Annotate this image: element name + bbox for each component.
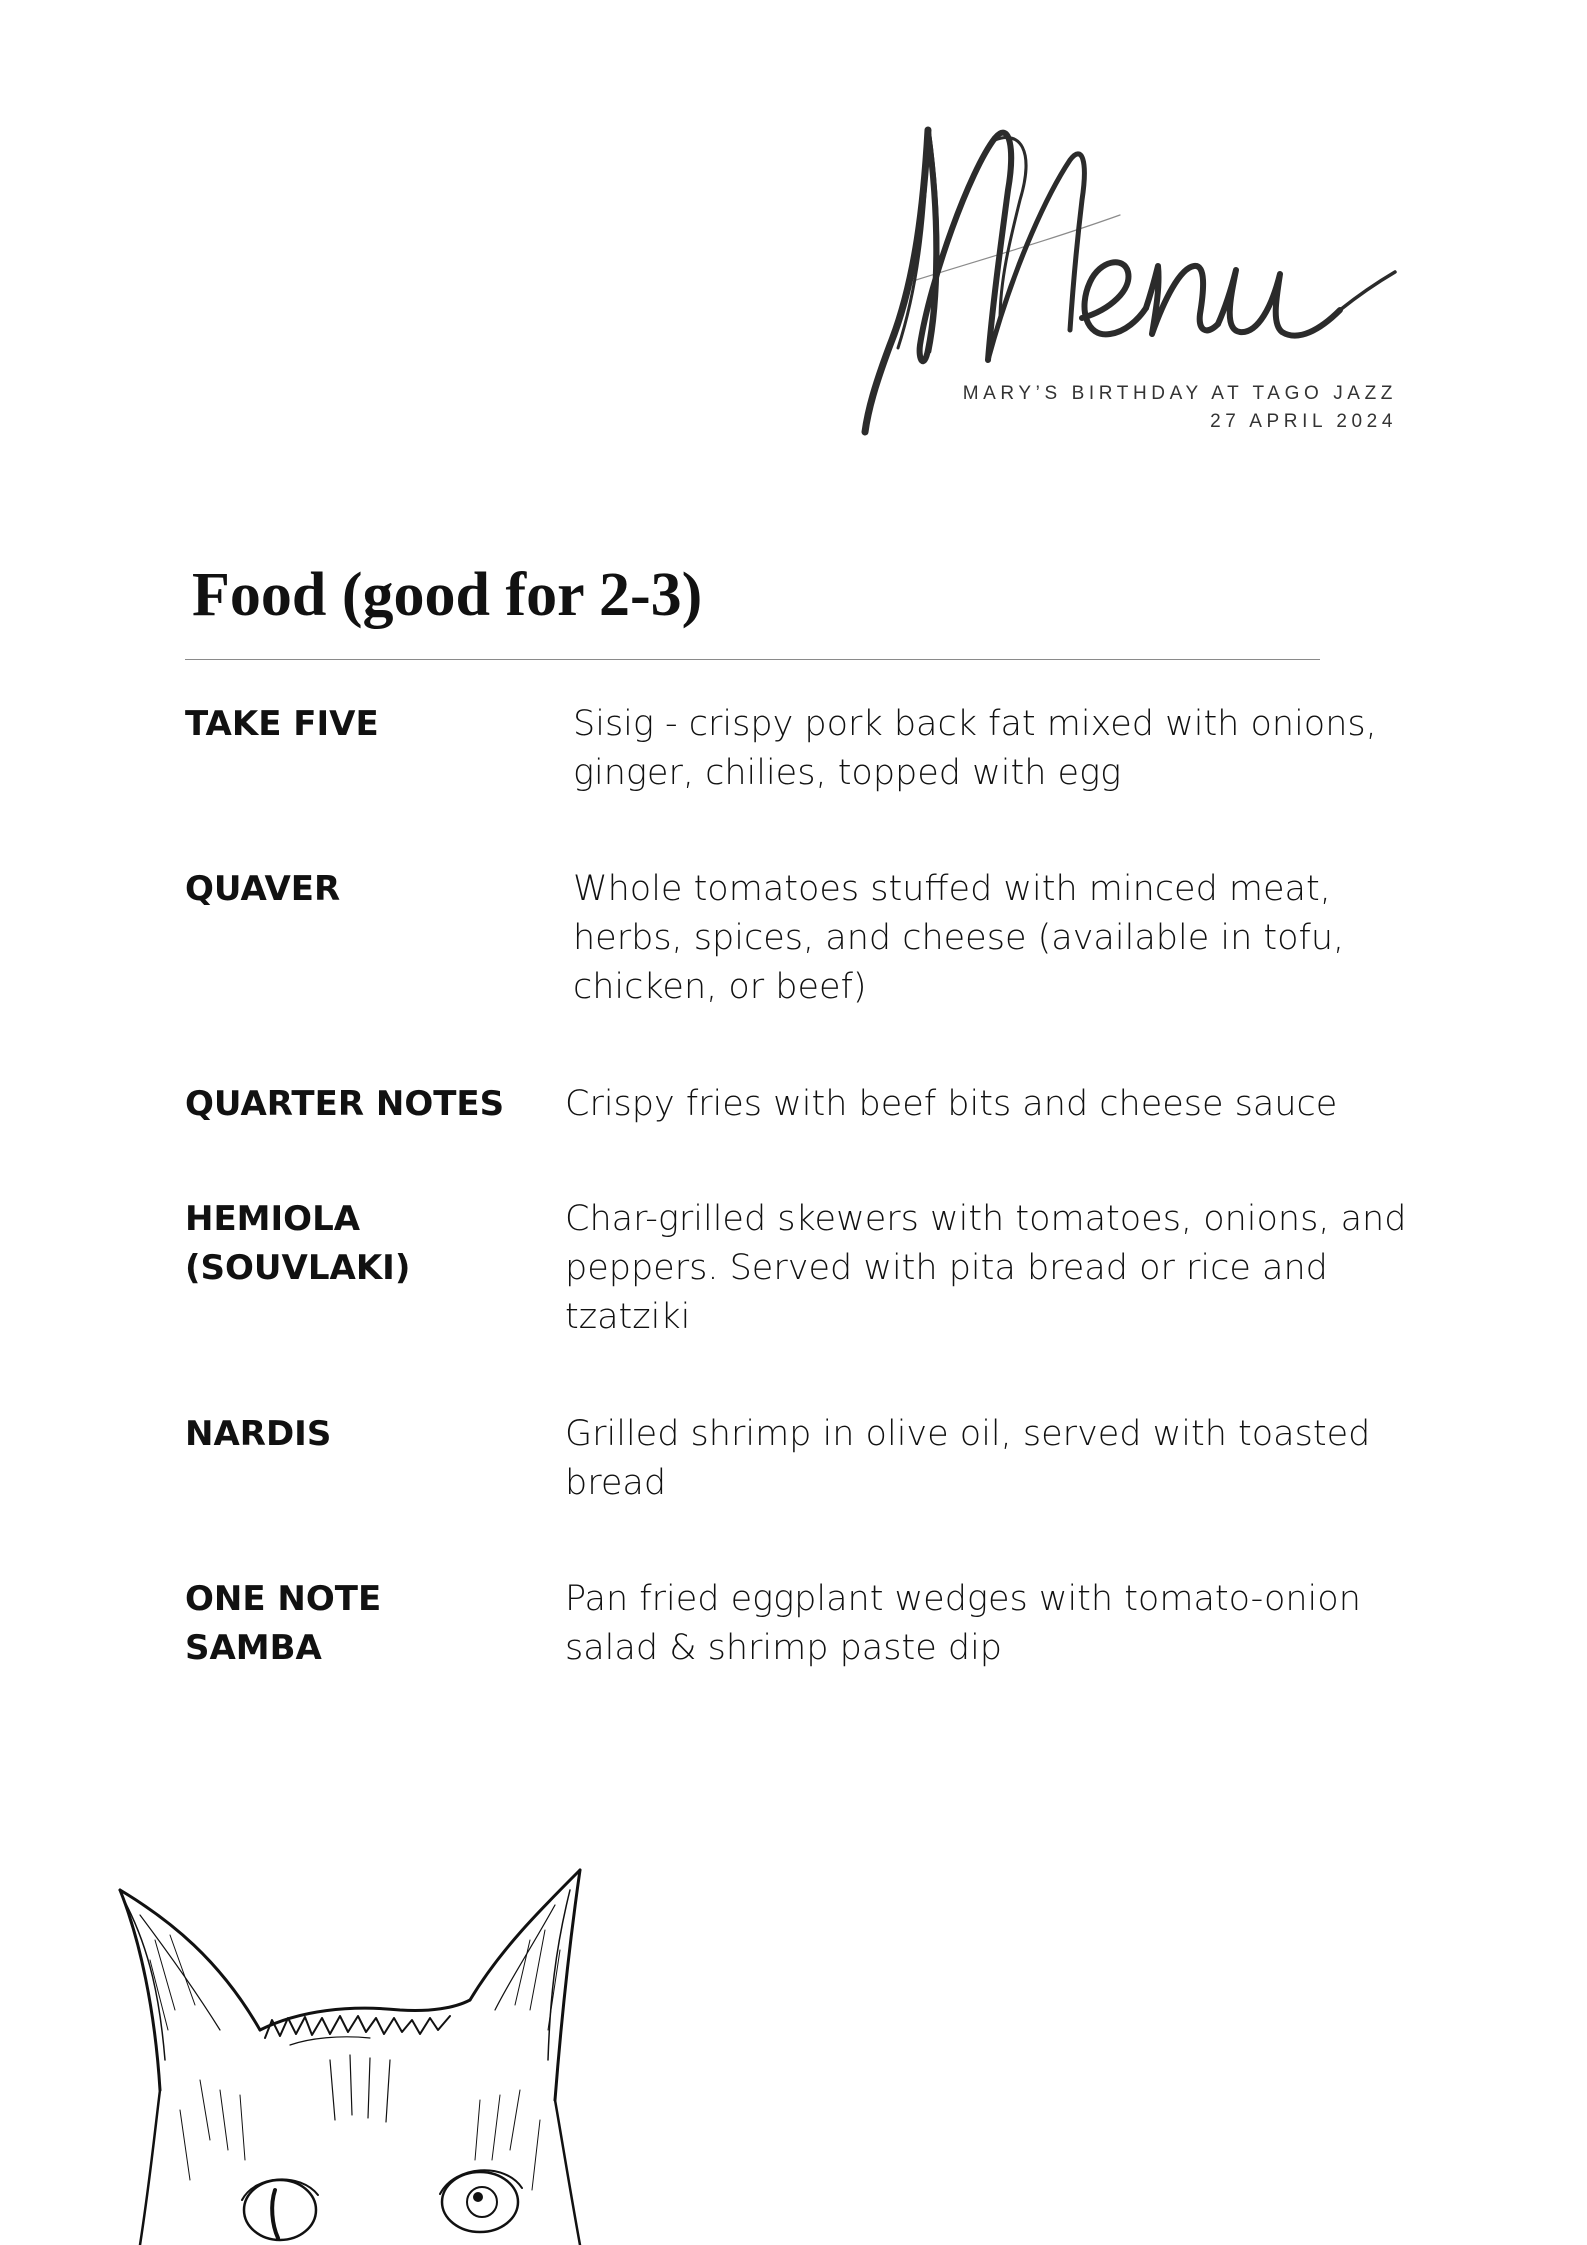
menu-item-description-line: Whole tomatoes stuffed with minced meat, [573, 869, 1331, 909]
menu-item-description-line: Crispy fries with beef bits and cheese sauce [565, 1084, 1338, 1124]
event-date: 27 APRIL 2024 [1210, 411, 1397, 432]
menu-item-description [565, 1575, 1361, 1673]
menu-item-description-line: salad & shrimp paste dip [565, 1628, 1003, 1668]
menu-item-description-line: Char-grilled skewers with tomatoes, onions, and [565, 1199, 1407, 1239]
menu-item-description-line: ginger, chilies, topped with egg [573, 753, 1122, 793]
menu-item-name-line: QUARTER NOTES [185, 1084, 505, 1124]
event-name: MARY’S BIRTHDAY AT TAGO JAZZ [962, 383, 1397, 404]
menu-item-description [573, 865, 1344, 1012]
menu-item-description-line: chicken, or beef) [573, 967, 867, 1007]
menu-item-name-line: NARDIS [185, 1414, 332, 1454]
section-divider [185, 659, 1320, 660]
menu-item-description [573, 700, 1377, 798]
menu-item-name-line: TAKE FIVE [185, 704, 379, 744]
menu-item-description-line: herbs, spices, and cheese (available in tofu, [573, 918, 1345, 958]
menu-item-name-line: ONE NOTE [185, 1579, 382, 1619]
menu-item-description [565, 1410, 1370, 1508]
menu-item-description-line: tzatziki [565, 1297, 691, 1337]
menu-item-description-line: Grilled shrimp in olive oil, served with toasted [565, 1414, 1371, 1454]
menu-item-name-line: HEMIOLA [185, 1199, 361, 1239]
event-subtitle [963, 380, 1397, 436]
menu-item-description-line: Pan fried eggplant wedges with tomato-onion [565, 1579, 1361, 1619]
menu-item-description-line: peppers. Served with pita bread or rice and [565, 1248, 1328, 1288]
menu-item-name [185, 1575, 545, 1673]
menu-item-name-line: QUAVER [185, 869, 341, 909]
cat-illustration [100, 1860, 660, 2245]
menu-item-name-line: (SOUVLAKI) [185, 1248, 411, 1288]
menu-item-description-line: Sisig - crispy pork back fat mixed with onions, [573, 704, 1377, 744]
menu-item-name [185, 700, 545, 749]
section-title: Food (good for 2-3) [192, 561, 703, 629]
menu-item-name [185, 865, 545, 914]
menu-item-name-line: SAMBA [185, 1628, 322, 1668]
menu-item-description-line: bread [565, 1463, 667, 1503]
menu-item-name [185, 1080, 545, 1129]
menu-item-description [565, 1080, 1337, 1129]
menu-item-name [185, 1410, 545, 1459]
menu-item-name [185, 1195, 545, 1293]
menu-item-description [565, 1195, 1406, 1342]
